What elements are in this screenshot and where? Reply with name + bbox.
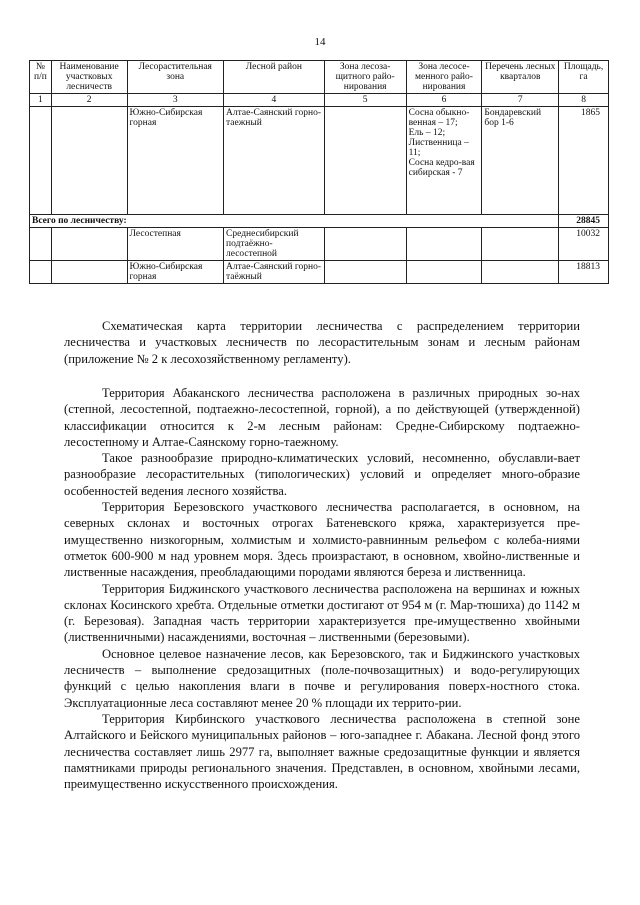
district-cell: Алтае-Саянский горно-таежный [224, 107, 325, 215]
table-row [30, 228, 609, 261]
body-text-block [64, 385, 580, 792]
column-number-row [30, 94, 609, 107]
area-cell: 10032 [559, 228, 609, 261]
area-cell: 1865 [559, 107, 609, 215]
column-number: 3 [127, 94, 224, 107]
header-cell: Лесорастительная зона [127, 61, 224, 94]
quarters-cell: Бондаревский бор 1-6 [482, 107, 559, 215]
paragraph: Такое разнообразие природно-климатических условий, несомненно, обуславли-вает разнообразие лесорастительных (типологических) условий и определяет много-образие особенностей ведения лесного хозяйства. [64, 451, 580, 498]
column-number: 4 [224, 94, 325, 107]
area-cell: 18813 [559, 261, 609, 284]
seed-zone-line: Ель – 12; [408, 128, 446, 138]
column-number: 1 [30, 94, 52, 107]
total-area: 28845 [559, 215, 609, 228]
page-number: 14 [314, 36, 326, 48]
seed-zone-cell [406, 107, 482, 215]
body-text-block [64, 318, 580, 367]
header-cell: Перечень лесных кварталов [482, 61, 559, 94]
paragraph: Основное целевое назначение лесов, как Березовского, так и Биджинского участковых лесничеств – выполнение средозащитных (поле-почвозащитных) и водо-регулирующих функций с целью накопления влаги в почве и регулирования поверх-ностного стока. Эксплуатационные леса составляют менее 20 % площади их террито-рии. [64, 646, 580, 710]
paragraph: Территория Кирбинского участкового лесничества расположена в степной зоне Алтайского и Бейского муниципальных районов – юго-западнее г. Абакана. Лесной фонд этого лесничества составляет лишь 2977 га, выполняет важные средозащитные функции и является памятниками природы регионального значения. Представлен, в основном, хвойными лесами, преимущественно искусственного происхождения. [64, 711, 580, 792]
column-number: 6 [406, 94, 482, 107]
column-number: 2 [51, 94, 127, 107]
seed-zone-line: Лиственница – 11; [408, 138, 469, 158]
header-cell: № п/п [30, 61, 52, 94]
column-number: 5 [324, 94, 406, 107]
header-cell: Зона лесоза-щитного райо-нирования [324, 61, 406, 94]
header-cell: Наименование участковых лесничеств [51, 61, 127, 94]
column-number: 8 [559, 94, 609, 107]
header-cell: Зона лесосе-менного райо-нирования [406, 61, 482, 94]
paragraph: Территория Березовского участкового лесничества располагается, в основном, на северных склонах и восточных отрогах Батеневского кряжа, характеризуется пре-имущественно низкогорным, холмистым и холмисто-равнинным рельефом с колеба-ниями отметок 600-900 м над уровнем моря. Здесь произрастают, в основном, хвойно-лиственные и лиственные насаждения, преобладающими породами являются береза и лиственница. [64, 500, 580, 580]
seed-zone-line: Сосна обыкно-венная – 17; [408, 108, 470, 128]
zone-cell: Лесостепная [127, 228, 224, 261]
district-cell: Алтае-Саянский горно-таёжный [224, 261, 325, 284]
column-number: 7 [482, 94, 559, 107]
table-header-row [30, 61, 609, 94]
paragraph: Схематическая карта территории лесничества с распределением территории лесничества и участковых лесничеств по лесорастительным зонам и лесным районам (приложение № 2 к лесохозяйственному регламенту). [64, 319, 580, 366]
zone-cell: Южно-Сибирская горная [127, 107, 224, 215]
paragraph: Территория Абаканского лесничества расположена в различных природных зо-нах (степной, лесостепной, подтаежно-лесостепной, горной), а по действующей (утвержденной) классификации относится к 2-м лесным районам: Средне-Сибирскому подтаежно-лесостепному и Алтае-Саянскому горно-таежному. [64, 386, 580, 449]
table-row [30, 107, 609, 215]
table-row [30, 261, 609, 284]
total-label: Всего по лесничеству: [30, 215, 559, 228]
zone-cell: Южно-Сибирская горная [127, 261, 224, 284]
district-cell: Среднесибирский подтаёжно-лесостепной [224, 228, 325, 261]
seed-zone-line: Сосна кедро-вая сибирская - 7 [408, 158, 475, 178]
total-row [30, 215, 609, 228]
paragraph: Территория Биджинского участкового лесничества расположена на вершинах и южных склонах Косинского хребта. Отдельные отметки достигают от 954 м (г. Мар-тюшиха) до 1142 м (г. Березовая). Западная часть территории характеризуется пре-имущественно хвойными (лиственничными) насаждениями, восточная – лиственными (березовыми). [64, 581, 580, 645]
forestry-table [29, 60, 609, 284]
header-cell: Площадь, га [559, 61, 609, 94]
header-cell: Лесной район [224, 61, 325, 94]
